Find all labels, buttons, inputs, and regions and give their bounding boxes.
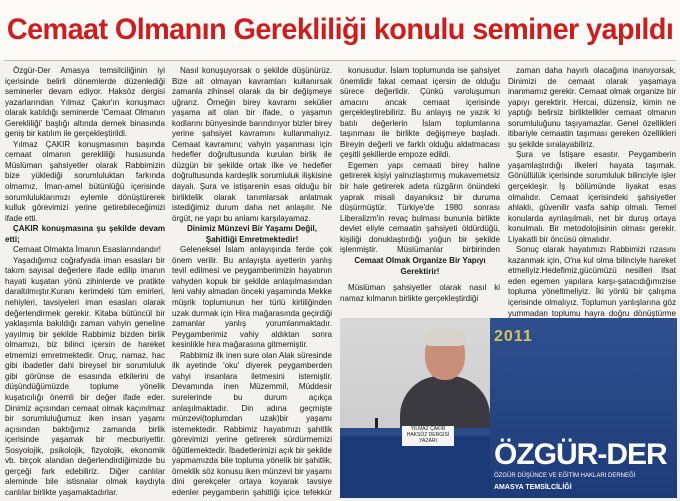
paragraph: Sonuç olarak hayatımızı Rabbimizi rızasını kazanmak için, O'na kul olma bilinciyle hareket etmeliyiz.Hedefimiz,gücümüzü nesilleri ifsat eden egemen yapılara karşı-şatacıdığımızise topluma yöneltmeliyiz. İki yönlü bir çalışma içerisinde olmalıyız. Toplumun yanlışlarına göz yummadan toplumu hayra doğru dönüştürme [508, 245, 676, 318]
banner-branch: AMASYA TEMSİLCİLİĞİ [494, 484, 572, 491]
column-3-subheading: Cemaat Olmak Organize Bir Yapıyı Gerektirir! [354, 256, 486, 276]
banner-logo-text: ÖZGÜR-DER [494, 438, 667, 471]
paragraph: Müslüman şahsiyetler olarak nasıl ki namaz kılmanın birlikte gerçekleştirdiği [340, 283, 500, 303]
speaker-figure [400, 330, 490, 440]
speaker-nameplate: YILMAZ ÇAKIR HAKSÖZ DERGİSİ YAZARI [402, 426, 454, 446]
article-column-2 [172, 66, 332, 498]
article-column-1 [5, 66, 165, 498]
column-3-top [340, 66, 500, 256]
ozgur-der-banner [490, 318, 677, 498]
paragraph: zaman daha hayırlı olacağına inanıyorsak, Dinimizi de cemaat olarak yaşamaya inanmamız gerekir. Cemaat olmak organize bir yapıyı gerektirir. Hercai, düzensiz, kimin ne yaptığı belirsiz birliktelikler cemaat olmanın sorumluluğunu taşıyamazlar. Genel özellikleri itibariyle cemaatin taşıması gereken özellikleri şu şekilde sıralayabiliriz. [508, 66, 676, 149]
banner-year: 2011 [494, 328, 533, 345]
subheading: ÇAKIR konuşmasına şu şekilde devam etti; [5, 224, 165, 244]
article-headline: Cemaat Olmanın Gerekliliği konulu seminer yapıldı [6, 13, 674, 46]
paragraph: Cemaat Olmakta İmanın Esaslarındandır! [13, 245, 162, 255]
banner-subtitle: ÖZGÜR DÜŞÜNCE VE EĞİTİM HAKLARI DERNEĞİ [494, 473, 636, 479]
subheading: Dinimiz Münzevi Bir Yaşamı Değil, Şahitliği Emretmektedir! [187, 224, 317, 244]
paragraph: Rabbimiz ilk inen sure olan Alak süresinde ilk ayetinde 'oku' diyerek peygamberden vahyi insanlara iletmesini istemiştir. Devamında inen Müzemmil, Müddesir surelerinde bu durum açıkça anlaşılmaktadır. Din adına geçmişte münzevi(toplumdan uzak)bir yaşamı istemektedir. Rabbimiz hayatımızı şahitlik görevimizi yerine getirerek sürdürmemizi öğütlemektedir. İbadetlerimizi açık bir şekilde yapmamızda bile topluma yönelik bir şahitlik, örneklik söz konusu iken münzevi bir yaşamı dini gerekçeler ortaya koyarak tavsiye edenler peygamberin şahitliği içice tefekkür [172, 350, 332, 497]
seminar-photo [340, 318, 677, 498]
headline-rule [4, 60, 676, 61]
article-column-4 [508, 66, 676, 356]
paragraph: Egemen yapı cemaati birey haline getirerek kişiyi yalnızlaştırmış mukavemetsiz bir hale getirerek adeta rüzgârın önündeki yaprak misali dayanıksız bir duruma düşürmüştür. Türkiye'de 1980 sonrası Liberalizm'in revaç bulması bununla birlikte devlet eliyle cemaatin şahsiyeti öldürdüğü, kişiliği donuklaştırdığı yoğun bir şekilde işlenmiştir. Müslümanlar birbirinden [340, 160, 500, 255]
paragraph: konusudur. İslam toplumunda ise şahsiyet önemlidir fakat cemaat içersin de olduğu sürece değerlidir. Çünkü varoluşumun amacını ancak cemaat içerisinde gerçekleştirebiliriz. Bu anlayış ne yazık ki batılı değerlerin İslam toplumlarına taşınması ile birlikte değişmeye başladı. Bireyin değerli ve farklı olduğu aldatmacası çeşitli şekillerde empoze edildi. [340, 66, 500, 160]
paragraph: Şura ve İstişare esastır. Peygamberin yaşamlaştırdığı ilkeleri hayata taşımak. Gönüllülük içerisinde sorumluluk bilinciyle işler gerçekleşir. İş bölümünde liyakat esas olmalıdır. Cemaat içerisindeki şahsiyetler ahlaklı, güvenilir vasfa sahip olmalı. Temel konularda ayrılaşılmalı, net bir duruş ortaya konulmalı. Bir metodolojisinin olması gerekir. Liyakatli bir öncüsü olmalıdır. [508, 150, 676, 244]
headline-bar [0, 0, 680, 60]
paragraph: Nasıl konuşuyorsak o şekilde düşünürüz. Bize ait olmayan kavramları kullanırsak zamanla zihinsel olarak da bir değişmeye uğrarız. Örneğin birey kavramı sekülier yaşama ait olan bir ifade, o yaşamın kodlarını bünyesinde barındırıyor bizler birey yerine şahsiyet kavramını kullanmalıyız. Cemaat kavramını; vahyin yaşanması için hedefler doğrultusunda kurulan birlik ile düzgün bir şekilde ortak ilke ve hedefler doğrultusunda kardeşlik sorumluluk ilişkisine dayalı. Şura ve istişarenin esas olduğu bir birliktelik olarak tanımlarsak anlatmak istediğimiz durum daha net anlaşılır. Ne örgüt, ne yapı bu anlamı karşılayamaz. [172, 66, 332, 223]
paragraph: Yaşadığımız coğrafyada iman esasları bir takım sayısal değerlere ifade edilip imanın hayati kuşatan yönü zihinlerde ve pratikte daraltılmıştır.Kuranı kerimdeki tüm emirleri, nehiyleri, tavsiyeleri iman esasları olarak değerlendirmek gerekir. Kitaba bütüncül bir yaklaşımla bakıldığı zaman vahyin geneline yayılmış bir şekilde Rabbimiz bizden birlik olmamızı, biz bilinci içersin de hareket etmemizi emretmektedir. Oruç, namaz, hac gibi ibadetler dahi bireysel bir sorumluluk gibi görünse de esasında etkilerini de düşündüğümüzde toplume yönelik kuşatıcılığı önemli bir değer ifade eder. Dinimiz açısından cemaat olmak kaçınılmaz bir sorumluluğumuz iken insan yaşamı açısından baktığımız zamanda birlik içerisinde yaşamak bir mecburiyettir. Sosyolojik, psikolojik, fizyolojik, ekonomik vb. birçok alandan değerlendirdiğimizde bu gerçeği fark edebiliriz. Diğer canlılar aleminde bile istisnalar olmak kaydıyla canlılar birlikte yaşamaktadırlar. [5, 255, 165, 497]
paragraph: Geleneksel İslam anlayışında ferde çok önem verilir. Bu anlayışta ayetlerin yanlış tevil edilmesi ve peygamberimizin hayatının vahyden kopuk bir şekilde anlaşılmasından leni vahiy almadan önceki yaşamında Mekke müşrik toplumunun her türlü kirliliğinden uzak durmak için Hira mağarasında geçirdiği zamanlar yanlış yorumlanmaktadır. Peygamberimiz vahiy aldıktan sonra kesinlikle hira mağarasına gitmemiştir. [172, 245, 332, 350]
paragraph: Yılmaz ÇAKIR konuşmasının başında cemaat olmanın gerekliliği hususunda Müslüman şahsiyetler olarak Rabbimizin bize yüklediği sorumluluktan farkında olmamız, İman-amel bütünlüğü içerisinde sorumluluklarımızı eylemle dönüştürerek kulluk görevimizi yerine getirebileceğimizi ifade etti. [5, 139, 165, 223]
paragraph: Özgür-Der Amasya temsilciliğinin iyi içerisinde belirli dönemlerde düzenlediği seminerler devam ediyor. Haksöz dergisi yazarlarından Yılmaz Çakır'ın konuşmacı olarak katıldığı seminerde 'Cemaat Olmanın Gerekliliği' başlığı altında dernek binasında geniş bir katılım ile gerçekleştirildi. [5, 66, 165, 139]
